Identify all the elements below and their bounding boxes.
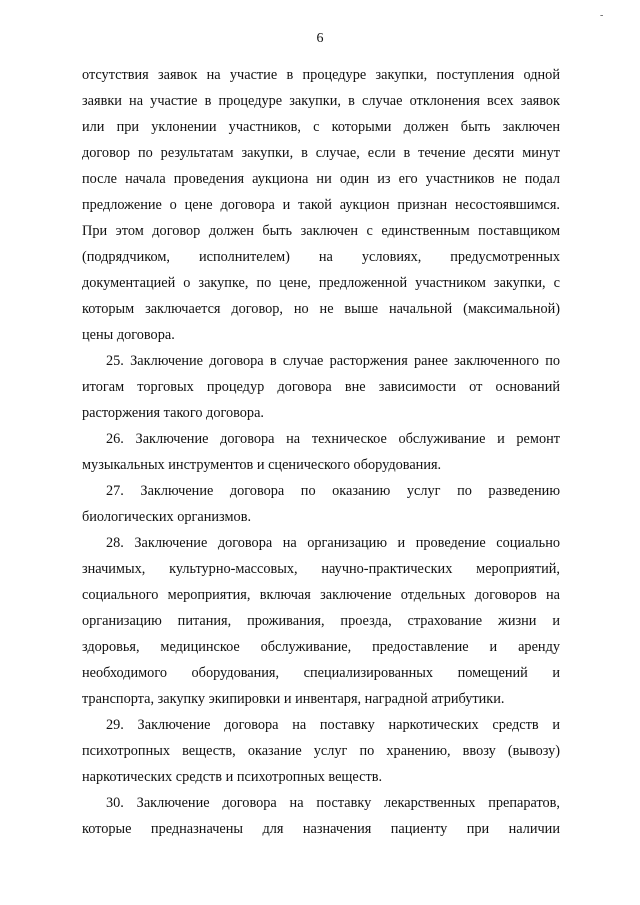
paragraph-item-25 (82, 348, 560, 426)
document-body (82, 62, 560, 842)
text-line: При этом договор должен быть заключен с единственным поставщиком (82, 223, 560, 239)
text-line: итогам торговых процедур договора вне зависимости от оснований (82, 379, 560, 395)
text-line: необходимого оборудования, специализированных помещений и (82, 665, 560, 681)
text-line: значимых, культурно-массовых, научно-практических мероприятий, (82, 561, 560, 577)
text-line: 30. Заключение договора на поставку лекарственных препаратов, (106, 795, 560, 811)
scan-corner-mark: - (600, 10, 604, 21)
text-line: которые предназначены для назначения пациенту при наличии (82, 821, 560, 837)
text-line: договор по результатам закупки, в случае, если в течение десяти минут (82, 145, 560, 161)
paragraph-item-30 (82, 790, 560, 842)
text-line: 28. Заключение договора на организацию и проведение социально (106, 535, 560, 551)
text-line: психотропных веществ, оказание услуг по хранению, ввозу (вывозу) (82, 743, 560, 759)
text-line: наркотических средств и психотропных веществ. (82, 769, 383, 785)
text-line: документацией о закупке, по цене, предложенной участником закупки, с (82, 275, 560, 291)
text-line: биологических организмов. (82, 509, 252, 525)
text-line: отсутствия заявок на участие в процедуре закупки, поступления одной (82, 67, 560, 83)
text-line: 26. Заключение договора на техническое обслуживание и ремонт (106, 431, 560, 447)
text-line: музыкальных инструментов и сценического оборудования. (82, 457, 442, 473)
paragraph-item-27 (82, 478, 560, 530)
paragraph-continuation (82, 62, 560, 348)
text-line: расторжения такого договора. (82, 405, 264, 421)
text-line: после начала проведения аукциона ни один из его участников не подал (82, 171, 560, 187)
text-line: заявки на участие в процедуре закупки, в случае отклонения всех заявок (82, 93, 560, 109)
text-line: предложение о цене договора и такой аукцион признан несостоявшимся. (82, 197, 560, 213)
text-line: цены договора. (82, 327, 175, 343)
text-line: социального мероприятия, включая заключение отдельных договоров на (82, 587, 560, 603)
text-line: 29. Заключение договора на поставку наркотических средств и (106, 717, 560, 733)
text-line: организацию питания, проживания, проезда, страхование жизни и (82, 613, 560, 629)
paragraph-item-29 (82, 712, 560, 790)
text-line: транспорта, закупку экипировки и инвентаря, наградной атрибутики. (82, 691, 505, 707)
text-line: 25. Заключение договора в случае расторжения ранее заключенного по (106, 353, 560, 369)
text-line: (подрядчиком, исполнителем) на условиях, предусмотренных (82, 249, 560, 265)
paragraph-item-28 (82, 530, 560, 712)
paragraph-item-26 (82, 426, 560, 478)
text-line: 27. Заключение договора по оказанию услуг по разведению (106, 483, 560, 499)
page-number: 6 (316, 31, 324, 46)
text-line: или при уклонении участников, с которыми должен быть заключен (82, 119, 560, 135)
text-line: которым заключается договор, но не выше начальной (максимальной) (82, 301, 560, 317)
text-line: здоровья, медицинское обслуживание, предоставление и аренду (82, 639, 560, 655)
